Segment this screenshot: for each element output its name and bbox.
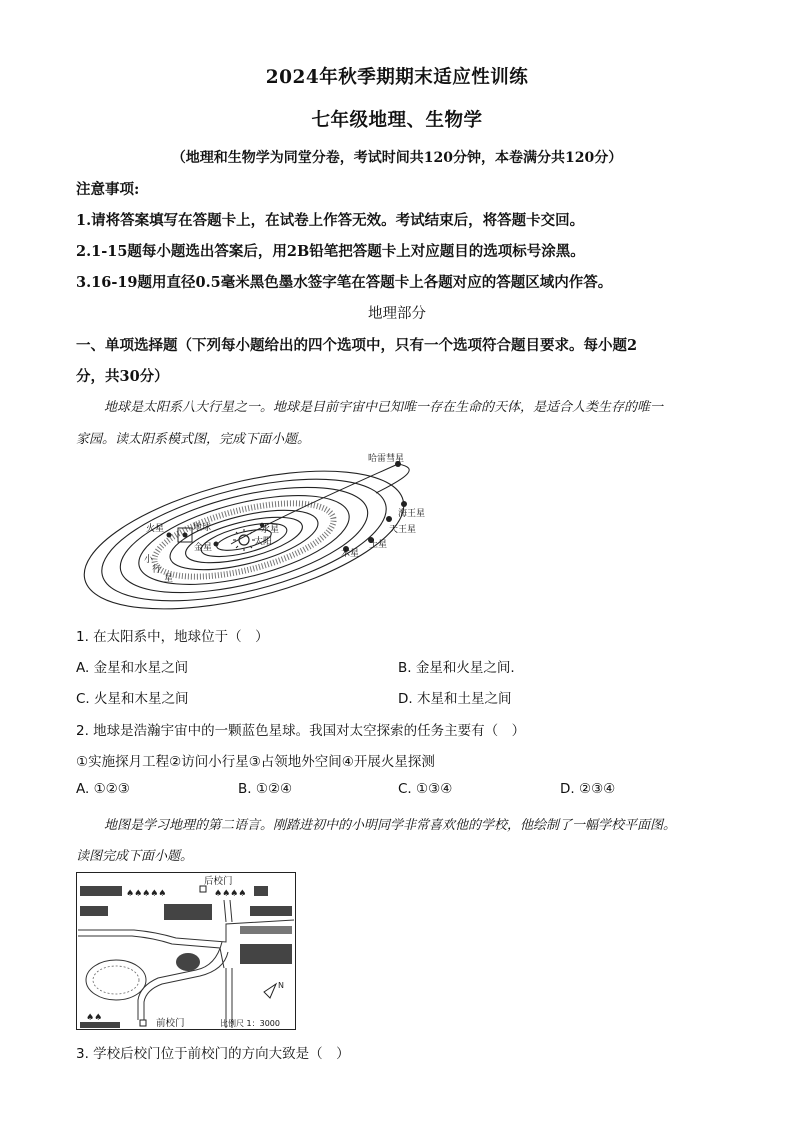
q2-option-a[interactable]: A. ①②③ (76, 781, 130, 797)
notice-item-3: 3.16-19题用直径0.5毫米黑色墨水签字笔在答题卡上各题对应的答题区域内作答。 (76, 274, 613, 291)
building (240, 926, 292, 934)
intro1-line1: 地球是太阳系八大行星之一。地球是目前宇宙中已知唯一存在生命的天体，是适合人类生存的唯一 (104, 400, 664, 415)
orbit-mars (164, 498, 323, 581)
exam-subject-title: 七年级地理、生物学 (311, 110, 483, 131)
uranus-icon (386, 516, 392, 522)
orbit-saturn (110, 467, 378, 614)
asteroid-belt (147, 489, 340, 592)
q2-option-c[interactable]: C. ①③④ (398, 781, 453, 797)
orbit-earth (181, 508, 306, 572)
label-venus: 金星 (194, 543, 213, 553)
exam-title: 2024年秋季期期末适应性训练 (265, 67, 529, 88)
label-comet: 哈雷彗星 (368, 454, 405, 464)
label-jupiter: 木星 (341, 549, 360, 559)
mars-icon (167, 533, 172, 538)
label-sun: 太阳 (254, 537, 273, 547)
label-mercury: 水星 (261, 525, 280, 535)
q1-option-b[interactable]: B. 金星和火星之间. (398, 660, 515, 676)
building (254, 886, 268, 896)
venus-icon (214, 542, 219, 547)
label-asteroid-1: 小 (144, 555, 154, 565)
orbit-venus (198, 517, 290, 564)
part1-heading-line1: 一、单项选择题（下列每小题给出的四个选项中，只有一个选项符合题目要求。每小题2 (76, 337, 638, 354)
q1-stem: 1. 在太阳系中，地球位于（ ） (76, 629, 269, 645)
notice-item-1: 1.请将答案填写在答题卡上，在试卷上作答无效。考试结束后，将答题卡交回。 (76, 212, 585, 229)
building (164, 904, 212, 920)
label-asteroid-3: 星 (164, 574, 174, 584)
tree-icon: ♠♠♠♠♠ (126, 889, 167, 899)
label-uranus: 天王星 (389, 525, 417, 535)
back-gate-label: 后校门 (204, 876, 233, 887)
exam-subtitle: （地理和生物学为同堂分卷，考试时间共120分钟，本卷满分共120分） (171, 150, 623, 166)
label-saturn: 土星 (369, 540, 388, 550)
q2-option-d[interactable]: D. ②③④ (560, 781, 616, 797)
tree-icon: ♠♠♠♠ (214, 889, 247, 899)
earth-icon (183, 533, 188, 538)
q1-option-c[interactable]: C. 火星和木星之间 (76, 691, 189, 707)
orbit-neptune (76, 448, 417, 618)
intro2-line1: 地图是学习地理的第二语言。刚踏进初中的小明同学非常喜欢他的学校，他绘制了一幅学校平面图。 (104, 818, 677, 833)
notice-heading: 注意事项: (76, 181, 140, 198)
north-label: N (278, 981, 284, 990)
label-mars: 火星 (146, 524, 165, 534)
intro2-line2: 读图完成下面小题。 (76, 849, 194, 864)
building (80, 906, 108, 916)
section-title: 地理部分 (368, 306, 426, 322)
q3-stem: 3. 学校后校门位于前校门的方向大致是（ ） (76, 1046, 350, 1062)
building (250, 906, 292, 916)
neptune-icon (401, 501, 407, 507)
pond (176, 953, 200, 971)
intro1-line2: 家园。读太阳系模式图，完成下面小题。 (76, 432, 311, 447)
label-earth: 地球 (193, 523, 212, 533)
q2-items: ①实施探月工程②访问小行星③占领地外空间④开展火星探测 (76, 754, 435, 770)
label-asteroid-2: 行 (152, 565, 162, 575)
front-gate-label: 前校门 (156, 1018, 185, 1029)
q1-option-a[interactable]: A. 金星和水星之间 (76, 660, 189, 676)
tree-icon: ♠♠ (86, 1013, 103, 1023)
notice-item-2: 2.1-15题每小题选出答案后，用2B铅笔把答题卡上对应题目的选项标号涂黑。 (76, 243, 585, 260)
q1-option-d[interactable]: D. 木星和土星之间 (398, 691, 512, 707)
building (240, 944, 292, 964)
map-scale: 比例尺 1：3000 (220, 1019, 280, 1028)
label-neptune: 海王星 (398, 509, 426, 519)
solar-system-diagram (76, 448, 496, 618)
school-map (76, 872, 296, 1030)
q2-option-b[interactable]: B. ①②④ (238, 781, 293, 797)
building (80, 886, 122, 896)
q2-stem: 2. 地球是浩瀚宇宙中的一颗蓝色星球。我国对太空探索的任务主要有（ ） (76, 723, 526, 739)
part1-heading-line2: 分，共30分） (76, 368, 169, 385)
